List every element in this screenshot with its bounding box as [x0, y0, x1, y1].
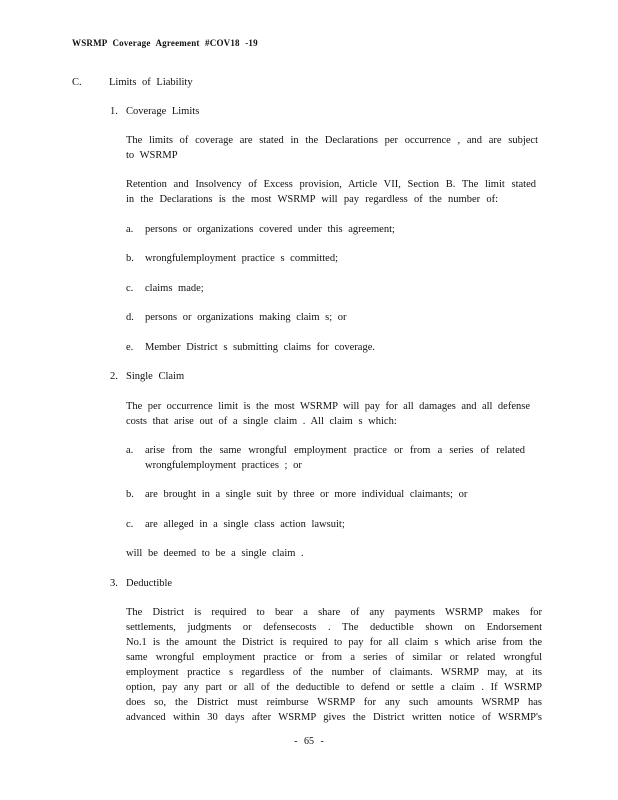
- subsection-title: Deductible: [126, 578, 173, 589]
- list-item-continuation: wrongfulemployment practices ; or: [145, 460, 302, 471]
- page-number: - 65 -: [294, 736, 324, 747]
- list-item: arise from the same wrongful employment practice or from a series of related: [145, 445, 525, 456]
- list-item-marker: a.: [126, 445, 134, 456]
- paragraph-line: advanced within 30 days after WSRMP gives the District written notice of WSRMP's: [126, 712, 542, 723]
- paragraph-line: in the Declarations is the most WSRMP will pay regardless of the number of:: [126, 194, 498, 205]
- closing-line: will be deemed to be a single claim .: [126, 548, 304, 559]
- section-letter: C.: [72, 77, 82, 88]
- list-item: persons or organizations making claim s; or: [145, 312, 347, 323]
- paragraph-line: option, pay any part or all of the deductible to defend or settle a claim . If WSRMP: [126, 682, 542, 693]
- section-title: Limits of Liability: [109, 77, 193, 88]
- subsection-number: 3.: [110, 578, 118, 589]
- paragraph-line: The limits of coverage are stated in the Declarations per occurrence , and are subject: [126, 135, 538, 146]
- subsection-title: Single Claim: [126, 371, 185, 382]
- list-item-marker: b.: [126, 253, 134, 264]
- list-item: claims made;: [145, 283, 204, 294]
- subsection-number: 2.: [110, 371, 118, 382]
- list-item-marker: c.: [126, 519, 134, 530]
- list-item-marker: a.: [126, 224, 134, 235]
- paragraph-line: same wrongful employment practice or from a series of similar or related wrongful: [126, 652, 542, 663]
- list-item-marker: e.: [126, 342, 134, 353]
- list-item-marker: d.: [126, 312, 134, 323]
- paragraph-line: to WSRMP: [126, 150, 178, 161]
- running-header: WSRMP Coverage Agreement #COV18 -19: [72, 38, 258, 48]
- subsection-title: Coverage Limits: [126, 106, 200, 117]
- list-item-marker: b.: [126, 489, 134, 500]
- paragraph-line: does so, the District must reimburse WSRMP for any such amounts WSRMP has: [126, 697, 542, 708]
- paragraph-line: The District is required to bear a share of any payments WSRMP makes for: [126, 607, 542, 618]
- list-item: wrongfulemployment practice s committed;: [145, 253, 338, 264]
- list-item-marker: c.: [126, 283, 134, 294]
- paragraph-line: settlements, judgments or defensecosts . The deductible shown on Endorsement: [126, 622, 542, 633]
- list-item: are alleged in a single class action lawsuit;: [145, 519, 345, 530]
- subsection-number: 1.: [110, 106, 118, 117]
- paragraph-line: No.1 is the amount the District is required to pay for all claim s which arise from the: [126, 637, 542, 648]
- list-item: are brought in a single suit by three or more individual claimants; or: [145, 489, 468, 500]
- paragraph-line: The per occurrence limit is the most WSRMP will pay for all damages and all defense: [126, 401, 530, 412]
- list-item: persons or organizations covered under this agreement;: [145, 224, 395, 235]
- paragraph-line: employment practice s regardless of the number of claimants. WSRMP may, at its: [126, 667, 542, 678]
- paragraph-line: costs that arise out of a single claim . All claim s which:: [126, 416, 397, 427]
- list-item: Member District s submitting claims for coverage.: [145, 342, 375, 353]
- paragraph-line: Retention and Insolvency of Excess provision, Article VII, Section B. The limit stated: [126, 179, 536, 190]
